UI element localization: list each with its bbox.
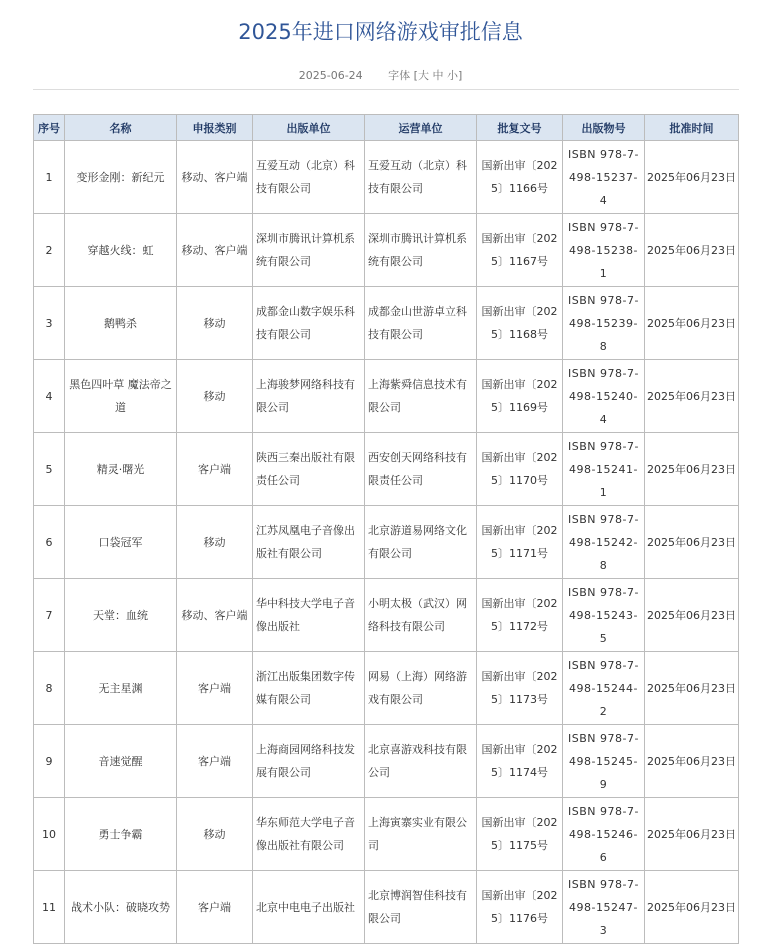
table-row [34, 579, 739, 652]
cell-game-name: 精灵·曙光 [65, 433, 177, 506]
cell-isbn: ISBN 978-7-498-15245-9 [563, 725, 645, 798]
table-row [34, 360, 739, 433]
cell-approval-date: 2025年06月23日 [645, 360, 739, 433]
cell-category: 移动 [177, 360, 253, 433]
cell-approval-no: 国新出审〔2025〕1174号 [477, 725, 563, 798]
cell-approval-no: 国新出审〔2025〕1176号 [477, 871, 563, 944]
col-header-approval-date: 批准时间 [645, 115, 739, 141]
cell-publisher: 浙江出版集团数字传媒有限公司 [253, 652, 365, 725]
cell-approval-no: 国新出审〔2025〕1175号 [477, 798, 563, 871]
table-header-row [34, 115, 739, 141]
cell-operator: 北京喜游戏科技有限公司 [365, 725, 477, 798]
table-row [34, 798, 739, 871]
cell-game-name: 变形金刚：新纪元 [65, 141, 177, 214]
cell-category: 移动 [177, 287, 253, 360]
cell-approval-date: 2025年06月23日 [645, 652, 739, 725]
cell-approval-date: 2025年06月23日 [645, 141, 739, 214]
cell-operator: 互爱互动（北京）科技有限公司 [365, 141, 477, 214]
article-meta [0, 67, 761, 85]
cell-index: 7 [34, 579, 65, 652]
cell-operator: 成都金山世游卓立科技有限公司 [365, 287, 477, 360]
table-row [34, 871, 739, 944]
col-header-isbn: 出版物号 [563, 115, 645, 141]
cell-index: 10 [34, 798, 65, 871]
table-row [34, 214, 739, 287]
cell-approval-no: 国新出审〔2025〕1170号 [477, 433, 563, 506]
cell-approval-no: 国新出审〔2025〕1172号 [477, 579, 563, 652]
table-row [34, 725, 739, 798]
cell-category: 客户端 [177, 871, 253, 944]
table-row [34, 506, 739, 579]
cell-publisher: 互爱互动（北京）科技有限公司 [253, 141, 365, 214]
cell-operator: 西安创天网络科技有限责任公司 [365, 433, 477, 506]
cell-game-name: 穿越火线：虹 [65, 214, 177, 287]
cell-game-name: 音速觉醒 [65, 725, 177, 798]
table-row [34, 652, 739, 725]
cell-index: 9 [34, 725, 65, 798]
cell-index: 8 [34, 652, 65, 725]
cell-index: 2 [34, 214, 65, 287]
approval-table [33, 114, 739, 944]
page-title: 2025年进口网络游戏审批信息 [238, 20, 523, 44]
cell-index: 3 [34, 287, 65, 360]
cell-isbn: ISBN 978-7-498-15244-2 [563, 652, 645, 725]
cell-game-name: 口袋冠军 [65, 506, 177, 579]
cell-operator: 深圳市腾讯计算机系统有限公司 [365, 214, 477, 287]
cell-index: 4 [34, 360, 65, 433]
cell-publisher: 陕西三秦出版社有限责任公司 [253, 433, 365, 506]
col-header-name: 名称 [65, 115, 177, 141]
cell-operator: 北京博润智佳科技有限公司 [365, 871, 477, 944]
cell-operator: 小明太极（武汉）网络科技有限公司 [365, 579, 477, 652]
cell-game-name: 鹅鸭杀 [65, 287, 177, 360]
cell-approval-date: 2025年06月23日 [645, 287, 739, 360]
cell-publisher: 上海商园网络科技发展有限公司 [253, 725, 365, 798]
cell-isbn: ISBN 978-7-498-15240-4 [563, 360, 645, 433]
table-row [34, 287, 739, 360]
table-body [34, 141, 739, 944]
font-size-selector[interactable]: [大 中 小] [413, 69, 463, 82]
cell-publisher: 华中科技大学电子音像出版社 [253, 579, 365, 652]
cell-index: 1 [34, 141, 65, 214]
cell-publisher: 深圳市腾讯计算机系统有限公司 [253, 214, 365, 287]
table-row [34, 141, 739, 214]
cell-approval-date: 2025年06月23日 [645, 433, 739, 506]
cell-publisher: 成都金山数字娱乐科技有限公司 [253, 287, 365, 360]
cell-isbn: ISBN 978-7-498-15247-3 [563, 871, 645, 944]
cell-index: 6 [34, 506, 65, 579]
cell-isbn: ISBN 978-7-498-15246-6 [563, 798, 645, 871]
cell-isbn: ISBN 978-7-498-15242-8 [563, 506, 645, 579]
publish-date: 2025-06-24 [298, 69, 363, 82]
cell-index: 5 [34, 433, 65, 506]
cell-category: 客户端 [177, 433, 253, 506]
cell-category: 客户端 [177, 725, 253, 798]
header-divider [33, 89, 739, 90]
table-row [34, 433, 739, 506]
cell-game-name: 无主星渊 [65, 652, 177, 725]
cell-publisher: 上海骏梦网络科技有限公司 [253, 360, 365, 433]
col-header-publisher: 出版单位 [253, 115, 365, 141]
cell-approval-date: 2025年06月23日 [645, 579, 739, 652]
cell-operator: 北京游道易网络文化有限公司 [365, 506, 477, 579]
cell-operator: 网易（上海）网络游戏有限公司 [365, 652, 477, 725]
cell-approval-no: 国新出审〔2025〕1169号 [477, 360, 563, 433]
cell-approval-date: 2025年06月23日 [645, 506, 739, 579]
col-header-index: 序号 [34, 115, 65, 141]
cell-game-name: 勇士争霸 [65, 798, 177, 871]
cell-approval-no: 国新出审〔2025〕1168号 [477, 287, 563, 360]
cell-isbn: ISBN 978-7-498-15239-8 [563, 287, 645, 360]
cell-isbn: ISBN 978-7-498-15238-1 [563, 214, 645, 287]
cell-category: 客户端 [177, 652, 253, 725]
cell-isbn: ISBN 978-7-498-15243-5 [563, 579, 645, 652]
cell-approval-date: 2025年06月23日 [645, 214, 739, 287]
col-header-approval-no: 批复文号 [477, 115, 563, 141]
cell-game-name: 战术小队：破晓攻势 [65, 871, 177, 944]
cell-approval-no: 国新出审〔2025〕1171号 [477, 506, 563, 579]
cell-approval-no: 国新出审〔2025〕1173号 [477, 652, 563, 725]
cell-approval-date: 2025年06月23日 [645, 798, 739, 871]
cell-approval-date: 2025年06月23日 [645, 725, 739, 798]
cell-operator: 上海寅寨实业有限公司 [365, 798, 477, 871]
cell-isbn: ISBN 978-7-498-15237-4 [563, 141, 645, 214]
cell-approval-no: 国新出审〔2025〕1166号 [477, 141, 563, 214]
cell-publisher: 北京中电电子出版社 [253, 871, 365, 944]
cell-approval-date: 2025年06月23日 [645, 871, 739, 944]
cell-category: 移动、客户端 [177, 141, 253, 214]
cell-category: 移动 [177, 506, 253, 579]
col-header-category: 申报类别 [177, 115, 253, 141]
cell-category: 移动、客户端 [177, 579, 253, 652]
col-header-operator: 运营单位 [365, 115, 477, 141]
cell-isbn: ISBN 978-7-498-15241-1 [563, 433, 645, 506]
cell-category: 移动、客户端 [177, 214, 253, 287]
cell-game-name: 天堂：血统 [65, 579, 177, 652]
cell-game-name: 黑色四叶草 魔法帝之道 [65, 360, 177, 433]
font-size-label: 字体 [388, 69, 411, 82]
cell-approval-no: 国新出审〔2025〕1167号 [477, 214, 563, 287]
cell-publisher: 华东师范大学电子音像出版社有限公司 [253, 798, 365, 871]
cell-category: 移动 [177, 798, 253, 871]
cell-publisher: 江苏凤凰电子音像出版社有限公司 [253, 506, 365, 579]
cell-operator: 上海紫舜信息技术有限公司 [365, 360, 477, 433]
cell-index: 11 [34, 871, 65, 944]
